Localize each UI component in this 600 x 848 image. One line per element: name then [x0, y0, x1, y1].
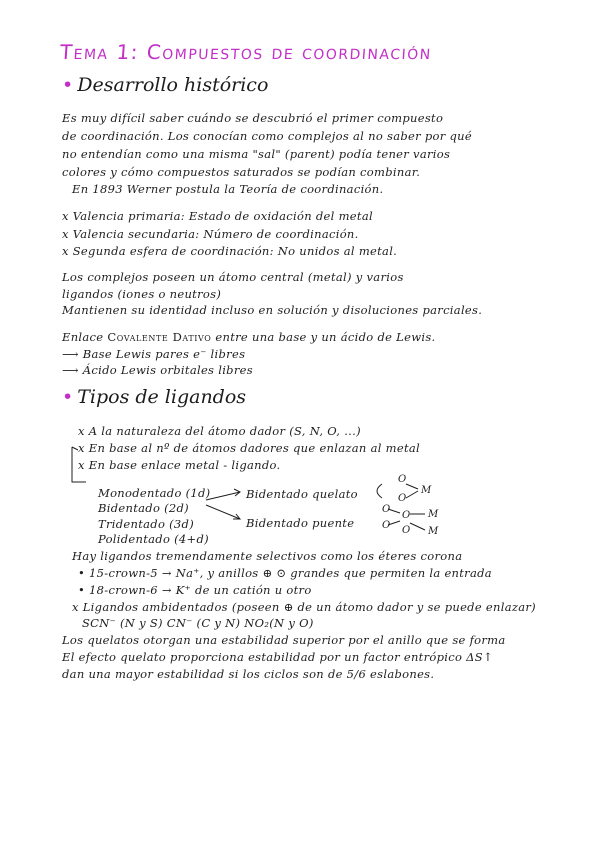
- donor-atom-label: O: [382, 520, 391, 531]
- denticidad-item: Monodentado (1d): [98, 486, 211, 500]
- chelate-ring: [377, 484, 382, 498]
- section-heading-text: Tipos de ligandos: [77, 386, 247, 408]
- page-title: Tema 1: Compuestos de coordinación: [59, 40, 433, 64]
- chelate-bond: [406, 491, 418, 498]
- ambidentados-line: SCN⁻ (N y S) CN⁻ (C y N) NO₂(N y O): [82, 616, 314, 630]
- historia-line: de coordinación. Los conocían como complejos al no saber por qué: [62, 129, 472, 143]
- donor-atom-label: O: [398, 493, 407, 504]
- donor-atom-label: O: [402, 510, 411, 521]
- selectivos-item: • 18-crown-6 → K⁺ de un catión u otro: [78, 583, 312, 597]
- section-heading-ligandos: [62, 386, 246, 408]
- enlace-item: ⟶ Ácido Lewis orbitales libres: [62, 363, 253, 377]
- bullet-icon: •: [62, 74, 74, 96]
- complejos-line: Los complejos poseen un átomo central (metal) y varios: [62, 270, 404, 284]
- chelate-bond: [406, 484, 418, 489]
- bullet-icon: •: [62, 386, 74, 408]
- section-heading-historia: [62, 74, 268, 96]
- historia-line: colores y cómo compuestos saturados se podían combinar.: [62, 165, 421, 179]
- complejos-line: Mantienen su identidad incluso en solución y disoluciones parciales.: [62, 303, 483, 317]
- section-heading-text: Desarrollo histórico: [77, 74, 269, 96]
- denticidad-item: Polidentado (4+d): [98, 532, 209, 546]
- donor-atom-label: O: [398, 474, 407, 485]
- bidentado-puente-label: Bidentado puente: [246, 516, 355, 530]
- selectivos-item: • 15-crown-5 → Na⁺, y anillos ⊕ ⊙ grandes que permiten la entrada: [78, 566, 492, 580]
- bridge-bond: [388, 509, 400, 513]
- metal-atom-label: M: [421, 485, 432, 496]
- complejos-line: ligandos (iones o neutros): [62, 287, 222, 301]
- historia-line: Es muy difícil saber cuándo se descubrió el primer compuesto: [62, 111, 444, 125]
- valencia-item: x Segunda esfera de coordinación: No unidos al metal.: [62, 244, 398, 258]
- donor-atom-label: O: [402, 525, 411, 536]
- historia-line: En 1893 Werner postula la Teoría de coordinación.: [72, 182, 384, 196]
- quelatos-line: Los quelatos otorgan una estabilidad superior por el anillo que se forma: [62, 633, 506, 647]
- arrow-head: [234, 489, 240, 496]
- denticidad-item: Bidentado (2d): [98, 501, 189, 515]
- quelatos-line: El efecto quelato proporciona estabilidad por un factor entrópico ΔS↑: [62, 650, 493, 664]
- criterio-item: x A la naturaleza del átomo dador (S, N, O, ...): [78, 424, 361, 438]
- arrow-to-puente: [206, 505, 240, 519]
- quelatos-line: dan una mayor estabilidad si los ciclos son de 5/6 eslabones.: [62, 667, 435, 681]
- valencia-item: x Valencia secundaria: Número de coordinación.: [62, 227, 359, 241]
- arrow-head: [233, 514, 240, 519]
- ambidentados-line: x Ligandos ambidentados (poseen ⊕ de un átomo dador y se puede enlazar): [72, 600, 536, 614]
- criterio-item: x En base al nº de átomos dadores que enlazan al metal: [78, 441, 421, 455]
- denticidad-item: Tridentado (3d): [98, 517, 194, 531]
- bridge-arrow: [410, 523, 425, 530]
- arrow-to-quelato: [206, 492, 240, 500]
- bridge-bond: [388, 521, 400, 525]
- donor-atom-label: O: [382, 504, 391, 515]
- valencia-item: x Valencia primaria: Estado de oxidación del metal: [62, 209, 373, 223]
- selectivos-intro: Hay ligandos tremendamente selectivos como los éteres corona: [72, 549, 463, 563]
- bidentado-quelato-label: Bidentado quelato: [246, 487, 358, 501]
- metal-atom-label: M: [428, 509, 439, 520]
- metal-atom-label: M: [428, 526, 439, 537]
- enlace-intro: Enlace Covalente Dativo entre una base y un ácido de Lewis.: [62, 330, 436, 344]
- criterio-item: x En base enlace metal - ligando.: [78, 458, 281, 472]
- historia-line: no entendían como una misma "sal" (parent) podía tener varios: [62, 147, 451, 161]
- enlace-item: ⟶ Base Lewis pares e⁻ libres: [62, 347, 246, 361]
